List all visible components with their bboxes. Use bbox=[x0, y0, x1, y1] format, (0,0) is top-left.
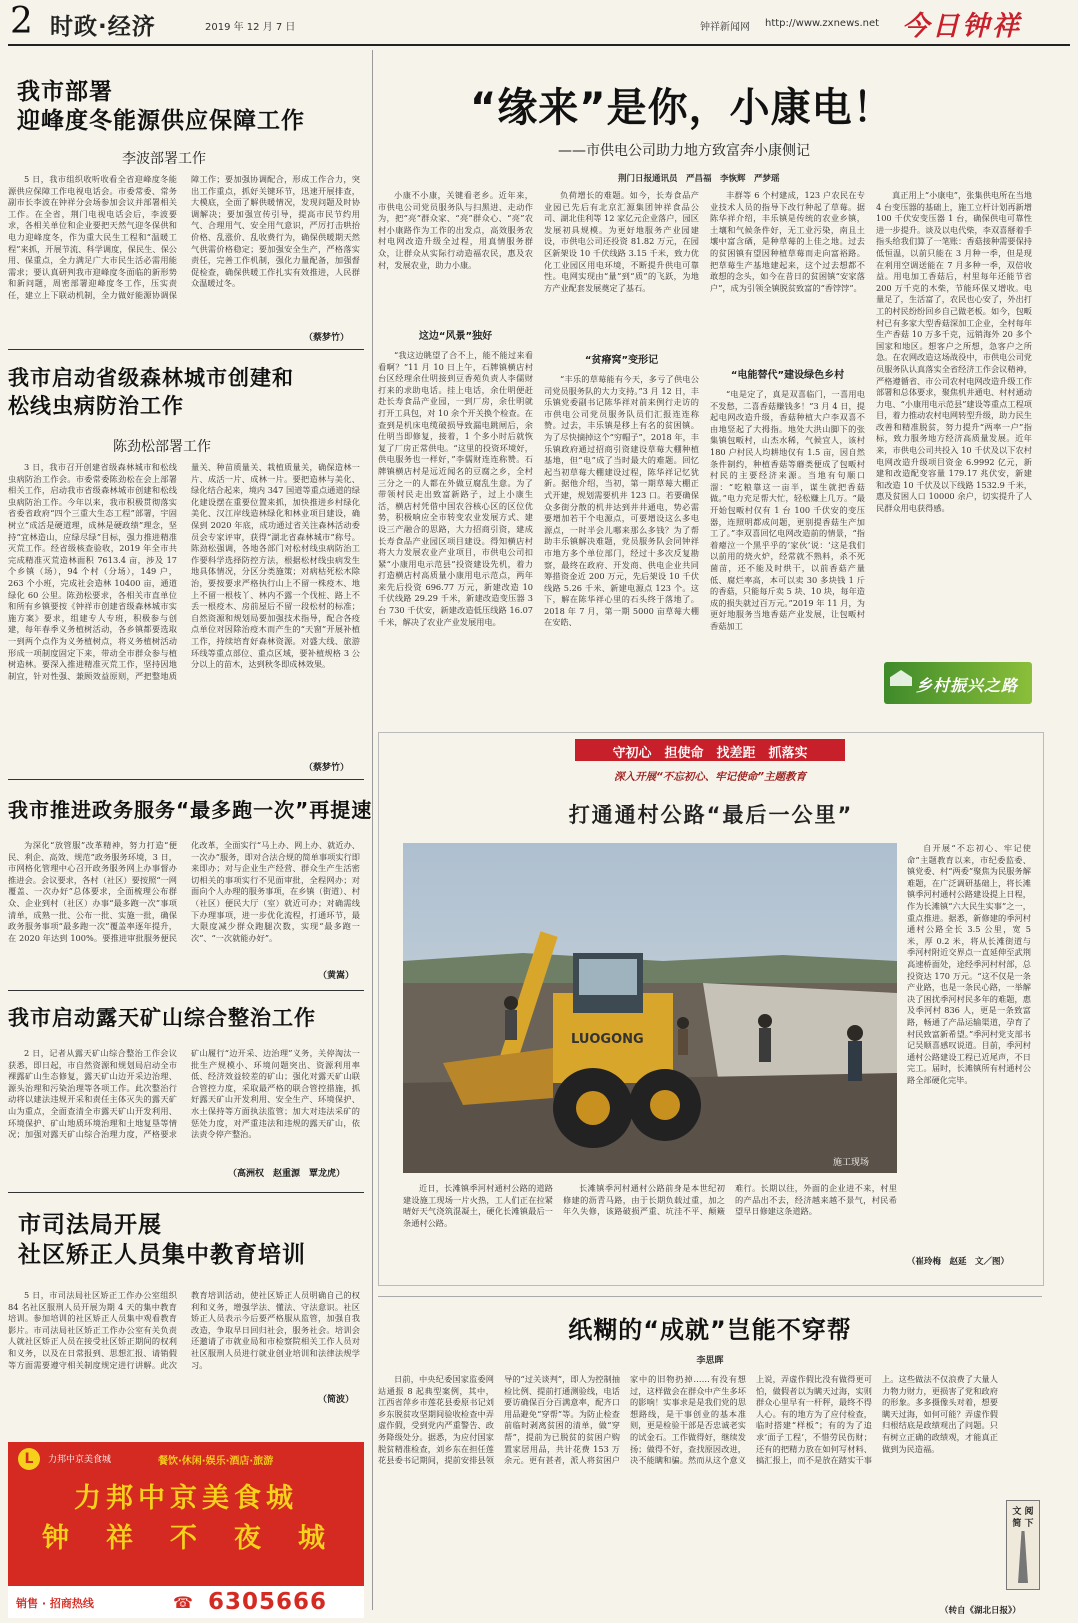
feature-intro: 小康不小康，关键看老乡。近年来，市供电公司党员服务队与扫黑进、走动作为，把“亮”群众家、“亮”群众心、“亮”农村小康路作为工作的出发点，高效服务农村电网改造升级全过程，用真情服务群众，让群众从实际行动造福农民，惠及农村，发展农业，助力小康。 bbox=[378, 190, 533, 270]
tower-icon bbox=[1018, 1531, 1028, 1583]
ad-company: 力邦中京美食城 bbox=[48, 1455, 112, 1465]
article-1-credit: （蔡梦竹） bbox=[304, 333, 350, 343]
article-1-title bbox=[17, 78, 305, 136]
divider bbox=[8, 990, 364, 991]
article-1-body: 5 日，我市组织收听收看全省迎峰度冬能源供应保障工作电视电话会。市委常委、常务副市长李波在钟祥分会场参加会议并部署相关工作。在全省，荆门电视电话会后，李波要求，各相关单位和企业要把天然气迎冬保供和电力迎峰度冬，作为重大民生工程和“温暖工程”来抓，开展节流、科学调度，保民生、保公用、保重点，全力满足广大市民生活必需用能需求；要认真研判我市迎峰度冬面临的新形势和新问题，周密部署迎峰度冬工作，压实责任，建立上下联动机制，全力做好能源协调保障工作；要加强协调配合，形成工作合力，突出工作重点，抓好关键环节，迅速开展排查，大模底，全面了解供暖情况，发现问题及时协调解决；要加强宣传引导，提高市民节约用气、合理用气、安全用气意识，严厉打击哄抬价格、乱涨价、乱收费行为，确保供暖期天然气供需价格稳定；要加强安全生产，严格落实责任，完善工作机制，强化力量配备，加强督促检查，确保供暖工作扎实有效推进，人民群众温暖过冬。 bbox=[8, 174, 360, 300]
ad-name-line1: 力邦中京美食城 bbox=[74, 1483, 298, 1514]
divider bbox=[8, 779, 364, 780]
article-4-title: 我市启动露天矿山综合整治工作 bbox=[8, 1006, 316, 1030]
house-icon bbox=[890, 670, 912, 686]
feature-title: “缘来”是你，小康电！ bbox=[470, 85, 894, 131]
site-url: http://www.zxnews.net bbox=[765, 18, 880, 29]
issue-date: 2019 年 12 月 7 日 bbox=[205, 22, 296, 33]
feature-subtitle: ——市供电公司助力地方致富奔小康侧记 bbox=[558, 143, 810, 159]
divider bbox=[8, 349, 364, 350]
article-5-title bbox=[18, 1210, 306, 1270]
theme-body-2: 长滩镇季河村通村公路前身是本世纪初修建的沥青马路，由于长期负载过重，加之年久失修，该路破损严重、坑洼不平、颠簸难行。长期以往，外面的企业进不来，村里的产品出不去，经济越来越不景气，村民希望早日修建这条道路。 bbox=[563, 1183, 897, 1217]
construction-photo bbox=[403, 843, 897, 1173]
divider bbox=[8, 1192, 364, 1193]
ad-tagline: 餐饮·休闲·娱乐·酒店·旅游 bbox=[158, 1456, 274, 1467]
article-2-title-line1: 我市启动省级森林城市创建和 bbox=[8, 366, 294, 390]
article-5-title-line1: 市司法局开展 bbox=[18, 1212, 162, 1238]
feature-byline: 荆门日报通讯员 严昌福 李恢辉 严梦瑶 bbox=[618, 174, 780, 184]
badge-line2: 简 下 bbox=[1012, 1519, 1034, 1529]
article-1-title-line2: 迎峰度冬能源供应保障工作 bbox=[17, 108, 305, 134]
article-3-body: 为深化“放管服”改革精神，努力打造“便民、利企、高效、规范”政务服务环境，3 日，市网格化管理中心召开政务服务网上办事督办推进会。会议要求，各村（社区）要按照“一网覆盖、一次办好”总体要求，全面梳理公布群众、企业到村（社区）办事“最多跑一次”事项清单，成熟一批、公布一批、实施一批，确保政务服务事项“最多跑一次”覆盖率逐年提升，在 2020 年达到 100%。要推进审批服务便民化改革，全面实行“马上办、网上办、就近办、一次办”服务，即对合法合规的简单事项实行即来即办；对与企业生产经营、群众生产生活密切相关的事项实行不见面审批，全程网办；对面向个人办理的服务事项，在乡镇（街道）、村（社区）便民大厅（室）就近可办；对确需线下办理事项，进一步优化流程，打通环节，最大限度减少群众跑腿次数，实现“最多跑一次”、“一次就能办好”。 bbox=[8, 840, 360, 943]
rural-revitalization-logo bbox=[884, 662, 1032, 704]
paper-logo: 今日钟祥 bbox=[902, 11, 1022, 42]
article-2-credit: （蔡梦竹） bbox=[304, 763, 350, 773]
editorial-author: 李思晖 bbox=[696, 1356, 724, 1366]
feature-section-2-intro: 负荷增长的难题。如今，长寿食品产业园已先后有北京汇源集团钟祥食品公司、湖北佳利等 12 家亿元企业落户，园区发展初具规模。为更好地服务产业园建设，市供电公司还投资 81.82 万元，在园区新架设 10 千伏线路 3.15 千米，致力优化工业园区用电环境，不断提升供电可靠性。电网实现由“量”到“质”的飞跃，为地方产业配套发展奠定了基石。 bbox=[544, 190, 699, 293]
advertisement bbox=[8, 1442, 364, 1618]
loader-brand: LUOGONG bbox=[571, 1032, 644, 1047]
header-rule bbox=[8, 44, 1070, 46]
feature-section-2-body: “丰乐的草莓能有今天，多亏了供电公司党员服务队的大力支持。”3 月 12 日，丰乐镇党委副书记陈华祥对前来例行走访的市供电公司党员服务队员们汇报连连称赞。过去，丰乐镇是移上有名的贫困镇。为了尽快摘掉这个“穷帽子”，2018 年，丰乐镇政府通过招商引资建设草莓大棚种植基地，但“电”成了当时最大的难题。回忆起当初草莓大棚建设过程，陈华祥记忆犹新。据他介绍，当初，第一期草莓大棚正式开建，规划需要机井 123 口。若要确保众多街分散的机井达到井井通电，势必需要增加若干个电源点，可要增设这么多电源点，一时半会儿哪来那么多钱？为了帮助丰乐镇解决难题，党员服务队会同钟祥市地方多个单位部门，经过十多次反复勘察，最终在政府、开发商、供电企业共同筹措资金近 200 万元，先后架设 10 千伏线路 5.26 千米、新建电源点 123 个。这下，解在陈华祥心里的石头终于落地了。2018 年 7 月，第一期 5000 亩草莓大棚在安皓、 bbox=[544, 374, 699, 628]
column-divider bbox=[372, 50, 373, 1610]
article-1-subtitle: 李波部署工作 bbox=[122, 151, 206, 167]
theme-body-1: 近日，长滩镇季河村通村公路的道路建设施工现场一片火热，工人们正在拉紧晴好天气浇筑混凝土，硬化长滩镇最后一条通村公路。 bbox=[403, 1183, 553, 1228]
page-number: 2 bbox=[10, 1, 33, 42]
editorial-source: （转自《湖北日报》） bbox=[940, 1606, 1021, 1616]
article-5-credit: （简波） bbox=[318, 1395, 355, 1405]
ad-logo-badge: L bbox=[18, 1448, 40, 1470]
theme-banner-sub: 深入开展“不忘初心、牢记使命”主题教育 bbox=[613, 771, 807, 783]
page-header bbox=[0, 0, 1078, 44]
feature-section-3-body: “电是定了，真是双喜临门，一喜用电不发愁，二喜香菇赚钱多！”3 月 4 日，提起电网改造升级，香菇种植大户李双喜不由地竖起了大拇指。地处大洪山脚下的张集镇包畈村，山杰水稀，气候宜人，该村 180 户村民人均耕地仅有 1.5 亩，因自然条件制约，种植香菇等蘑类便成了包畈村村民的主要经济来源。当地有句顺口溜：“吃粮靠这一亩半，谋生就把香菇做。”电力充足帮大忙，轻松赚上几万。“最开始包畈村仅有 1 台 100 千伏安的变压器，连照明都成问题，更别提香菇生产加工了。”李双喜回忆电网改造前的情景，“指着瘪泣一个黑乎乎的‘家伙’说：‘这是我们以前用的烧火炉，经常就不熟料，杀不死菌苗，还不能及时烘干，以前香菇产量低、腐烂率高，本可以卖 30 多块钱 1 斤的香菇，只能每斤卖 5 块、10 块，每年造成的损失就过百万元。”2019 年 11 月，为更好地服务当地香菇产业发展，让包畈村香菇加工 bbox=[710, 389, 865, 631]
article-2-title-line2: 松线虫病防治工作 bbox=[8, 394, 184, 418]
article-3-credit: （黄嵩） bbox=[318, 971, 355, 981]
theme-body-right: 自开展“不忘初心、牢记使命”主题教育以来，市纪委监委、镇党委、村“两委”聚焦为民服务解难题，在广泛调研基础上，将长滩镇季河村通村公路建设提上日程，作为长滩镇“六大民生实事”之一，重点推进。据悉，新修建的季河村通村公路全长 3.5 公里，宽 5 米，厚 0.2 米，将从长滩街道与季河村附近交界点一直延伸至武荆高速桥面处，途经季河村村部，总投资达 170 万元。“这不仅是一条产业路，也是一条民心路，一举解决了困扰季河村民多年的难题，惠及季河村 836 人，更是一条致富路，畅通了产品运输渠道，孕育了村民致富新希望。”季河村党支部书记吴顺喜感叹说道。目前，季河村通村公路建设工程已近尾声，不日完工。届时，长滩镇所有村通村公路全部硬化完毕。 bbox=[907, 843, 1031, 1085]
editorial-title: 纸糊的“成就”岂能不穿帮 bbox=[568, 1316, 852, 1344]
theme-title: 打通通村公路“最后一公里” bbox=[568, 803, 854, 827]
ad-hotline-label: 销售 · 招商热线 bbox=[16, 1597, 94, 1610]
construction-scene bbox=[403, 843, 897, 1173]
feature-section-4-body: 真正用上“小康电”，张集供电所在当地 4 台变压器的基础上，施工立杆计划再新增 100 千伏安变压器 1 台，确保供电可靠性进一步提升。谈及以电代柴，李双喜掰着手指头给我们算了一笔账：香菇接种需要保持低恒温，以前只能在 3 月种一季，但是现在利用空调送能在 7 月多种一季，双倍收益。用电加工香菇后，村里每年还能节省 200 万千克的木柴，节能环保又增收。电量足了，生活富了，农民也心安了，外出打工的村民纷纷回乡自己做老板。如今，包畈村已有多家大型香菇深加工企业，全村每年生产香菇 10 万多千克，远销海外 20 多个国家和地区。想客户之所想，急客户之所急。在农网改造这场战役中，市供电公司党员服务队认真落实全省经济工作会议精神，严格遵循省、市公司农村电网改造升级工作部署和总体要求，聚焦机井通电、村村通动力电、“小康用电示范县”建设等重点工程项目，着力推动农村电网转型升级，助力民生改善和精准脱贫，努力提升“两率一户”指标，致力服务地方经济高质量发展。近年来，市供电公司共投入 10 千伏及以下农村电网改造升级项目资金 6.9992 亿元，新建和改造配变容量 179.17 兆伏安，新建和改造 10 千伏及以下线路 1532.9 千米，惠及贫困人口 10000 余户，切实提升了人民群众用电获得感。 bbox=[876, 190, 1032, 514]
feature-section-2-title: “贫瘠窝”变形记 bbox=[584, 355, 659, 366]
editorial-body: 日前，中央纪委国家监委网站通报 8 起典型案例，其中，江西省萍乡市莲花县委原书记刘乡东脱贫攻坚期间验收检查中弄虚作假，受到党内严重警告、政务降级处分。据悉，为应付国家脱贫精准检查，刘乡东在担任莲花县委书记期间，提前安排县领导的“过关谈判”，即人为控制抽检比例、提前打通测验线，电话要访确保百分百满意率，配齐口用品避免“穿帮”等。为防止检查前临时剥离贫困的清单，做“穿帮”，提前为已脱贫的贫困户购置家居用品，共计花费 153 万余元。更有甚者，派人将贫困户家中的旧物扔掉……有没有想过，这样做会在群众中产生多坏的影响！实事求是是我们党的思想路线，是干事创业的基本准则，更是检验干部是否忠诚老实的试金石。工作做得好，继续发扬；做得不好，查找原因改进，决不能瞒和骗。然而从这个意义上说，弄虚作假比没有做得更可怕，做假者以为瞒天过海，实则群众心里早有一杆秤，最终不得人心。有的地方为了应付检查，临时搭建“样板”；有的为了追求‘面子工程’，不惜劳民伤财；还有的把精力放在如何写材料、搞汇报上，而不是放在踏实干事上。这些做法不仅浪费了大量人力物力财力，更损害了党和政府的形象。多多摄像头对着，想要瞒天过海，如何可能？弄虚作假归根结底是政绩观出了问题。只有树立正确的政绩观，才能真正做到为民造福。 bbox=[378, 1374, 998, 1466]
feature-section-1-body: “我这边眺望了合不上，能不能过来看看啊？”11 月 10 日上午，石牌镇横店村台区经理余仕明接到豆香苑负责人李儒财打来的求助电话。挂上电话，余仕明便赶赴长寿食品产业园，一到厂房，余仕明就打开工具包，对 10 余个开关换个检查。在查到是机床电缆破损导致漏电跳闸后，余仕明当即修复，接着，1 个多小时后就恢复了厂房正常供电。“这里的投资环境好，供电服务也一样好，”李儒财连连称赞。石牌镇横店村是远近闻名的豆腐之乡，全村三分之一的人都在外做豆腐乱生意。为了带领村民走出致富新路子，过上小康生活，横店村凭借中国农谷核心区的区位优势，积极响应全市转变农业发展方式、建设三产融合的思路，大力招商引资，建成长寿食品产业园区项目建设。得知横店村将大力发展农业产业项目，市供电公司扣紧“小康用电示范县”投资建设先机，着力打造横店村高质量小康用电示范点，两年来先后投资 696.77 万元，新建改造 10 千伏线路 29.29 千米，新建改造变压器 3 台 730 千伏安，新建改造低压线路 16.07 千米，解决了农业产业发展用电。 bbox=[378, 350, 533, 627]
feature-section-3-intro: 丰群等 6 个村建成，123 户农民在专业技术人员的指导下改行种起了草莓。据陈华祥介绍，丰乐镇是传统的农业乡镇，土壤和气候条件好，无工业污染，南且土壤中富含硒，是种草莓的上佳之地。过去的贫困镇有望因种植草莓而走向富裕路。把草莓生产基地建起来，这个过去想都不敢想的念头，如今在昔日的贫困镇“安家落户”，成为引领全镇脱贫致富的“香饽饽”。 bbox=[710, 190, 865, 293]
badge-line1: 文 阅 bbox=[1012, 1507, 1034, 1517]
article-2-title bbox=[8, 364, 294, 420]
divider bbox=[378, 1296, 1042, 1297]
site-name: 钟祥新闻网 bbox=[700, 22, 750, 33]
feature-section-1-title: 这边“风景”独好 bbox=[418, 331, 493, 342]
theme-banner-text: 守初心 担使命 找差距 抓落实 bbox=[612, 746, 808, 761]
feature-section-3-title: “电能替代”建设绿色乡村 bbox=[730, 370, 845, 381]
editorial-badge bbox=[1006, 1500, 1040, 1590]
article-5-body: 5 日，市司法局社区矫正工作办公室组织 84 名社区服刑人员开展为期 4 天的集中教育培训。参加培训的社区矫正人员集中观看教育影片。市司法局社区矫正工作办公室有关负责人就社区矫正人员在接受社区矫正期间的权利和义务，以及在日常报到、思想汇报、请销假等方面需要遵守相关制度规定进行讲解。此次教育培训活动，使社区矫正人员明确自己的权利和义务，增强学法、懂法、守法意识。社区矫正人员表示今后要严格服从监管，加强自我改造，争取早日回归社会，服务社会。培训会还邀请了市就业局和市检察院相关工作人员对社区服刑人员进行就业创业培训和法律法规学习。 bbox=[8, 1290, 360, 1370]
photo-note: 施工现场 bbox=[833, 1158, 870, 1168]
theme-credit: （崔玲梅 赵延 文／图） bbox=[907, 1257, 1010, 1267]
article-4-credit: （高洲权 赵重源 覃龙虎） bbox=[228, 1169, 346, 1179]
phone-icon: ☎ bbox=[173, 1593, 193, 1612]
section-name: 时政·经济 bbox=[50, 14, 156, 40]
ad-name-line2: 钟 祥 不 夜 城 bbox=[42, 1523, 330, 1554]
article-1-title-line1: 我市部署 bbox=[17, 79, 113, 105]
rural-logo-text: 乡村振兴之路 bbox=[916, 676, 1019, 695]
article-2-subtitle: 陈劲松部署工作 bbox=[113, 439, 211, 455]
article-2-body: 3 日，我市召开创建省级森林城市和松线虫病防治工作会。市委常委陈劲松在会上部署相关工作，启动我市省级森林城市创建和松线虫病防治工作。今年以来，我市积极贯彻落实省委省政府“四个三重大生态工程”部署，宇固树立“成活是硬道理，成林是硬政绩”理念，坚持“宜林造山，应绿尽绿”目标，强力推进精准灭荒工作。经省级核查验收，2019 年全市共完成精准灭荒造林面积 7613.4 亩，涉及 17 个乡镇（场），94 个村（分场），149 户，263 个小班，完成社会造林 10400 亩，通道绿化 60 公里。陈劲松要求，各相关市直单位和所有乡镇要按《钟祥市创建省级森林城市实施方案》要求，组建专人专班，积极参与创建，每年春季义务植树活动，各乡镇都要选取一到两个点作为义务植树点，将义务植树活动形成一项制度固定下来，带动全市群众参与植树造林。要深入推进精准灭荒工作，坚持因地制宜，针对性强、兼顾效益原则，严把整地质量关、种苗质量关、栽植质量关，确保造林一片、成活一片、成林一片。要把造林与美化、绿化结合起来，境内 347 国道等重点通道的绿化建设摆在重要位置来抓，加快推进乡村绿化美化、汉江岸线造林绿化和林业项目建设，确保到 2020 年底，成功通过省关注森林活动委员会专家评审，获得“湖北省森林城市”称号。陈劲松强调，各地各部门对松材线虫病防治工作要科学选择防控方法，根据松材线虫病发生地具体情况，分区分类施策；对病枯死松木除治，要按要求严格执行山上不留一株疫木、地上不留一根枝丫、林内不露一个伐桩、路上不丢一根疫木、房前屋后不留一段松材的标准；自然资源和规划局要加强技术指导，配合各疫点单位对因除治疫木而产生的“天窗”开展补植工作，持续培育好森林资源。对盛大线、旅游环线等重点部位、重点区域，要补植规格 3 公分以上的苗木，达到秋冬即成林效果。 bbox=[8, 462, 360, 681]
article-4-body: 2 日，记者从露天矿山综合整治工作会议获悉，即日起，市自然资源和规划局启动全市裸露矿山生态修复，露天矿山边开采边治理、源头治理和污染治理等各项工作。此次整治行动将以建法违规开采和责任主体灭失的露天矿山为重点，全面查清全市露天矿山开发利用、环境保护、矿山地质环境治理和土地复垦等情况；加强对露天矿山综合治理力度，严格要求矿山履行“边开采、边治理”义务，关停淘汰一批生产规模小、环境问题突出、资源利用率低、经济效益较差的矿山；强化对露天矿山联合管控力度，采取最严格的联合管控措施，抓好露天矿山开发利用、安全生产、环境保护、水土保持等方面执法监管；加大对违法采矿的惩处力度，对严重违法和违规的露天矿山，依法责令停产整治。 bbox=[8, 1048, 360, 1140]
article-5-title-line2: 社区矫正人员集中教育培训 bbox=[18, 1242, 306, 1268]
theme-body-3 bbox=[907, 1217, 1031, 1253]
ad-footer-bar bbox=[8, 1586, 364, 1618]
article-3-title: 我市推进政务服务“最多跑一次”再提速 bbox=[8, 798, 373, 822]
ad-phone: 6305666 bbox=[208, 1589, 328, 1615]
theme-box bbox=[378, 732, 1044, 1286]
